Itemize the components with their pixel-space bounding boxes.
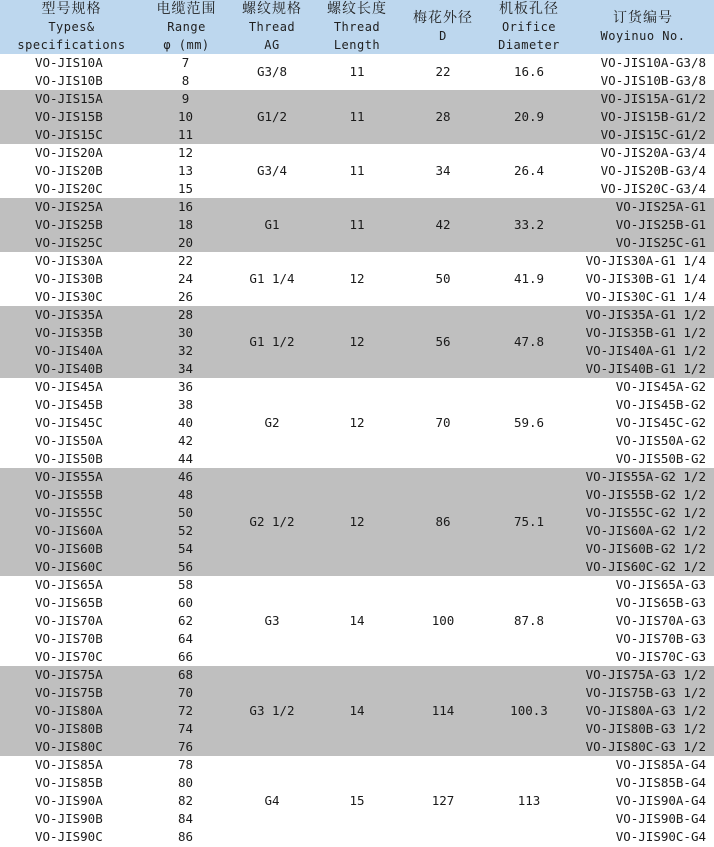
table-row	[0, 756, 714, 774]
range-cell: 28	[143, 306, 230, 324]
d-cell: 86	[400, 468, 486, 576]
thread-length-cell: 11	[314, 198, 400, 252]
d-cell: 22	[435, 64, 451, 79]
type-cell: VO-JIS50B	[35, 451, 103, 466]
type-cell: VO-JIS25B	[0, 216, 143, 234]
order-no-cell: VO-JIS65B-G3	[615, 595, 706, 610]
type-cell: VO-JIS45B	[35, 397, 103, 412]
range-cell: 32	[143, 342, 230, 360]
order-no-cell: VO-JIS90A-G4	[615, 793, 706, 808]
d-cell: 42	[400, 198, 486, 252]
d-cell: 70	[435, 415, 451, 430]
table-row	[0, 576, 714, 594]
range-cell: 56	[143, 558, 230, 576]
thread-cell: G3	[264, 613, 280, 628]
order-no-cell: VO-JIS55A-G2 1/2	[572, 468, 714, 486]
orifice-cell: 100.3	[486, 666, 572, 756]
order-no-cell: VO-JIS80A-G3 1/2	[572, 702, 714, 720]
range-cell: 30	[143, 324, 230, 342]
order-no-cell: VO-JIS20B-G3/4	[600, 163, 706, 178]
range-cell: 8	[181, 73, 190, 88]
thread-cell: G1 1/2	[230, 306, 314, 378]
orifice-cell: 26.4	[513, 163, 545, 178]
header-order-no: 订货编号 Woyinuo No.	[572, 0, 714, 54]
d-cell: 56	[400, 306, 486, 378]
orifice-cell: 41.9	[513, 271, 545, 286]
order-no-cell: VO-JIS10B-G3/8	[600, 73, 706, 88]
range-cell: 64	[177, 631, 194, 646]
type-cell: VO-JIS55C	[0, 504, 143, 522]
table-row	[0, 306, 714, 324]
range-cell: 40	[177, 415, 194, 430]
type-cell: VO-JIS50A	[35, 433, 103, 448]
type-cell: VO-JIS65B	[35, 595, 103, 610]
type-cell: VO-JIS30C	[35, 289, 103, 304]
type-cell: VO-JIS85A	[35, 757, 103, 772]
header-d: 梅花外径 D	[400, 0, 486, 54]
order-no-cell: VO-JIS40A-G1 1/2	[572, 342, 714, 360]
type-cell: VO-JIS30A	[35, 253, 103, 268]
table-row	[0, 378, 714, 396]
range-cell: 80	[177, 775, 194, 790]
order-no-cell: VO-JIS35A-G1 1/2	[572, 306, 714, 324]
table-body	[0, 54, 714, 846]
type-cell: VO-JIS90A	[35, 793, 103, 808]
thread-cell: G3 1/2	[230, 666, 314, 756]
order-no-cell: VO-JIS50B-G2	[615, 451, 706, 466]
orifice-cell: 59.6	[513, 415, 545, 430]
order-no-cell: VO-JIS45A-G2	[615, 379, 706, 394]
range-cell: 20	[143, 234, 230, 252]
type-cell: VO-JIS40A	[0, 342, 143, 360]
thread-length-cell: 12	[314, 306, 400, 378]
range-cell: 78	[177, 757, 194, 772]
table-row	[0, 468, 714, 486]
orifice-cell: 20.9	[486, 90, 572, 144]
range-cell: 38	[177, 397, 194, 412]
type-cell: VO-JIS25C	[0, 234, 143, 252]
range-cell: 16	[143, 198, 230, 216]
order-no-cell: VO-JIS55B-G2 1/2	[572, 486, 714, 504]
thread-cell: G4	[264, 793, 280, 808]
type-cell: VO-JIS20A	[35, 145, 103, 160]
thread-cell: G1 1/4	[249, 271, 295, 286]
thread-cell: G2 1/2	[230, 468, 314, 576]
range-cell: 70	[143, 684, 230, 702]
order-no-cell: VO-JIS30B-G1 1/4	[585, 271, 706, 286]
type-cell: VO-JIS15B	[0, 108, 143, 126]
type-cell: VO-JIS45A	[35, 379, 103, 394]
orifice-cell: 87.8	[513, 613, 545, 628]
type-cell: VO-JIS75B	[0, 684, 143, 702]
range-cell: 76	[143, 738, 230, 756]
d-cell: 114	[400, 666, 486, 756]
thread-length-cell: 11	[314, 90, 400, 144]
type-cell: VO-JIS80B	[0, 720, 143, 738]
range-cell: 48	[143, 486, 230, 504]
range-cell: 7	[181, 55, 190, 70]
type-cell: VO-JIS60C	[0, 558, 143, 576]
order-no-cell: VO-JIS85B-G4	[615, 775, 706, 790]
range-cell: 60	[177, 595, 194, 610]
order-no-cell: VO-JIS25B-G1	[572, 216, 714, 234]
header-thread-length: 螺纹长度 Thread Length	[314, 0, 400, 54]
type-cell: VO-JIS80C	[0, 738, 143, 756]
thread-cell: G1/2	[230, 90, 314, 144]
thread-length-cell: 11	[349, 163, 365, 178]
type-cell: VO-JIS85B	[35, 775, 103, 790]
type-cell: VO-JIS60A	[0, 522, 143, 540]
range-cell: 84	[177, 811, 194, 826]
range-cell: 34	[143, 360, 230, 378]
type-cell: VO-JIS80A	[0, 702, 143, 720]
order-no-cell: VO-JIS75B-G3 1/2	[572, 684, 714, 702]
table-row	[0, 198, 714, 216]
order-no-cell: VO-JIS30A-G1 1/4	[585, 253, 706, 268]
order-no-cell: VO-JIS75A-G3 1/2	[572, 666, 714, 684]
range-cell: 52	[143, 522, 230, 540]
order-no-cell: VO-JIS45C-G2	[615, 415, 706, 430]
order-no-cell: VO-JIS35B-G1 1/2	[572, 324, 714, 342]
order-no-cell: VO-JIS20A-G3/4	[600, 145, 706, 160]
order-no-cell: VO-JIS25C-G1	[572, 234, 714, 252]
range-cell: 10	[143, 108, 230, 126]
d-cell: 34	[435, 163, 451, 178]
type-cell: VO-JIS10A	[35, 55, 103, 70]
type-cell: VO-JIS55A	[0, 468, 143, 486]
range-cell: 54	[143, 540, 230, 558]
type-cell: VO-JIS90B	[35, 811, 103, 826]
range-cell: 36	[177, 379, 194, 394]
thread-length-cell: 14	[314, 666, 400, 756]
table-header	[0, 0, 714, 54]
range-cell: 44	[177, 451, 194, 466]
header-orifice: 机板孔径 Orifice Diameter	[486, 0, 572, 54]
order-no-cell: VO-JIS15B-G1/2	[572, 108, 714, 126]
thread-cell: G3/8	[256, 64, 288, 79]
table-row	[0, 144, 714, 162]
orifice-cell: 33.2	[486, 198, 572, 252]
type-cell: VO-JIS55B	[0, 486, 143, 504]
range-cell: 68	[143, 666, 230, 684]
d-cell: 100	[431, 613, 455, 628]
type-cell: VO-JIS90C	[35, 829, 103, 844]
type-cell: VO-JIS40B	[0, 360, 143, 378]
type-cell: VO-JIS10B	[35, 73, 103, 88]
range-cell: 46	[143, 468, 230, 486]
d-cell: 50	[435, 271, 451, 286]
d-cell: 28	[400, 90, 486, 144]
thread-length-cell: 14	[349, 613, 365, 628]
thread-cell: G3/4	[256, 163, 288, 178]
order-no-cell: VO-JIS55C-G2 1/2	[572, 504, 714, 522]
order-no-cell: VO-JIS60B-G2 1/2	[572, 540, 714, 558]
header-range: 电缆范围 Range φ (mm)	[143, 0, 230, 54]
header-row	[0, 0, 714, 54]
range-cell: 26	[177, 289, 194, 304]
type-cell: VO-JIS45C	[35, 415, 103, 430]
order-no-cell: VO-JIS70C-G3	[615, 649, 706, 664]
order-no-cell: VO-JIS25A-G1	[572, 198, 714, 216]
type-cell: VO-JIS70A	[35, 613, 103, 628]
order-no-cell: VO-JIS15C-G1/2	[572, 126, 714, 144]
orifice-cell: 47.8	[486, 306, 572, 378]
order-no-cell: VO-JIS60A-G2 1/2	[572, 522, 714, 540]
type-cell: VO-JIS20C	[35, 181, 103, 196]
range-cell: 82	[177, 793, 194, 808]
order-no-cell: VO-JIS10A-G3/8	[600, 55, 706, 70]
type-cell: VO-JIS20B	[35, 163, 103, 178]
order-no-cell: VO-JIS70A-G3	[615, 613, 706, 628]
order-no-cell: VO-JIS80C-G3 1/2	[572, 738, 714, 756]
thread-length-cell: 12	[314, 468, 400, 576]
table-row	[0, 54, 714, 72]
thread-cell: G1	[230, 198, 314, 252]
range-cell: 13	[177, 163, 194, 178]
range-cell: 18	[143, 216, 230, 234]
type-cell: VO-JIS15A	[0, 90, 143, 108]
type-cell: VO-JIS35A	[0, 306, 143, 324]
type-cell: VO-JIS60B	[0, 540, 143, 558]
order-no-cell: VO-JIS60C-G2 1/2	[572, 558, 714, 576]
order-no-cell: VO-JIS50A-G2	[615, 433, 706, 448]
range-cell: 15	[177, 181, 194, 196]
type-cell: VO-JIS30B	[35, 271, 103, 286]
orifice-cell: 113	[517, 793, 541, 808]
range-cell: 11	[143, 126, 230, 144]
table-row	[0, 666, 714, 684]
range-cell: 86	[177, 829, 194, 844]
order-no-cell: VO-JIS45B-G2	[615, 397, 706, 412]
thread-length-cell: 11	[349, 64, 365, 79]
range-cell: 72	[143, 702, 230, 720]
range-cell: 66	[177, 649, 194, 664]
type-cell: VO-JIS15C	[0, 126, 143, 144]
thread-length-cell: 15	[349, 793, 365, 808]
range-cell: 62	[177, 613, 194, 628]
order-no-cell: VO-JIS70B-G3	[615, 631, 706, 646]
range-cell: 12	[177, 145, 194, 160]
type-cell: VO-JIS25A	[0, 198, 143, 216]
order-no-cell: VO-JIS65A-G3	[615, 577, 706, 592]
order-no-cell: VO-JIS30C-G1 1/4	[585, 289, 706, 304]
type-cell: VO-JIS65A	[35, 577, 103, 592]
order-no-cell: VO-JIS15A-G1/2	[572, 90, 714, 108]
range-cell: 22	[177, 253, 194, 268]
orifice-cell: 75.1	[486, 468, 572, 576]
header-types: 型号规格 Types& specifications	[0, 0, 143, 54]
range-cell: 42	[177, 433, 194, 448]
range-cell: 74	[143, 720, 230, 738]
order-no-cell: VO-JIS85A-G4	[615, 757, 706, 772]
type-cell: VO-JIS70C	[35, 649, 103, 664]
type-cell: VO-JIS70B	[35, 631, 103, 646]
order-no-cell: VO-JIS90C-G4	[615, 829, 706, 844]
thread-length-cell: 12	[349, 415, 365, 430]
type-cell: VO-JIS35B	[0, 324, 143, 342]
table-row	[0, 252, 714, 270]
table-row	[0, 90, 714, 108]
range-cell: 50	[143, 504, 230, 522]
order-no-cell: VO-JIS90B-G4	[615, 811, 706, 826]
range-cell: 58	[177, 577, 194, 592]
order-no-cell: VO-JIS20C-G3/4	[600, 181, 706, 196]
order-no-cell: VO-JIS80B-G3 1/2	[572, 720, 714, 738]
range-cell: 24	[177, 271, 194, 286]
range-cell: 9	[143, 90, 230, 108]
thread-cell: G2	[264, 415, 280, 430]
d-cell: 127	[431, 793, 455, 808]
order-no-cell: VO-JIS40B-G1 1/2	[572, 360, 714, 378]
type-cell: VO-JIS75A	[0, 666, 143, 684]
orifice-cell: 16.6	[513, 64, 545, 79]
header-thread: 螺纹规格 Thread AG	[230, 0, 314, 54]
thread-length-cell: 12	[349, 271, 365, 286]
